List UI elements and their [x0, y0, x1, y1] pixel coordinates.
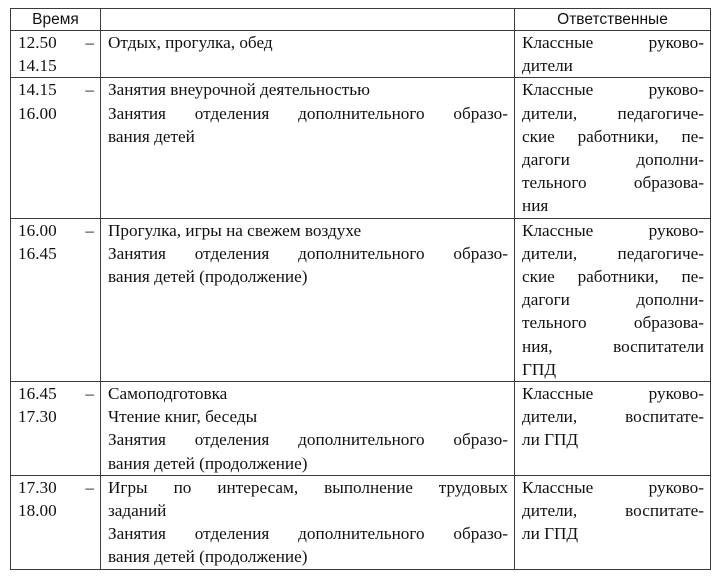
header-activity: [101, 9, 515, 31]
time-cell: [11, 218, 101, 381]
time-dash: –: [85, 220, 94, 240]
responsible-line: тельного образова-: [522, 313, 704, 333]
activity-line: Прогулка, игры на свежем воздухе: [108, 220, 362, 240]
responsible-line: дители: [522, 56, 573, 76]
time-start-line: [18, 78, 94, 101]
activity-line: заданий: [108, 501, 167, 521]
responsible-line: ли ГПД: [522, 524, 579, 544]
activity-cell: [101, 475, 515, 569]
time-dash: –: [85, 33, 94, 52]
activity-line: Занятия отделения дополнительного образо-: [108, 430, 508, 450]
responsible-line: ния, воспитатели: [522, 336, 704, 356]
time-start-line: [18, 382, 94, 405]
activity-cell: [101, 382, 515, 476]
time-dash: –: [85, 477, 94, 497]
responsible-cell: [515, 382, 711, 476]
activity-line: Занятия отделения дополнительного образо-: [108, 243, 508, 263]
responsible-cell: [515, 78, 711, 218]
activity-line: Занятия отделения дополнительного образо-: [108, 103, 508, 123]
time-start: 17.30: [18, 477, 57, 497]
responsible-line: дители, педагогиче-: [522, 103, 704, 123]
time-end: 16.45: [18, 243, 57, 263]
activity-line: вания детей: [108, 126, 195, 146]
activity-line: вания детей (продолжение): [108, 453, 308, 473]
responsible-line: дагоги дополни-: [522, 150, 704, 170]
time-end: 14.15: [18, 56, 57, 76]
time-cell: [11, 382, 101, 476]
header-time: Время: [11, 9, 101, 31]
responsible-line: дители, педагогиче-: [522, 243, 704, 263]
schedule-table: [10, 8, 711, 570]
activity-cell: [101, 78, 515, 218]
activity-cell: [101, 218, 515, 381]
responsible-line: тельного образова-: [522, 173, 704, 193]
time-cell: [11, 31, 101, 78]
time-dash: –: [85, 384, 94, 404]
time-start-line: [18, 476, 94, 499]
activity-line: Чтение книг, беседы: [108, 407, 258, 427]
responsible-line: Классные руково-: [522, 80, 704, 100]
table-row: [11, 382, 711, 476]
responsible-line: ские работники, пе-: [522, 267, 704, 287]
time-end: 18.00: [18, 501, 57, 521]
responsible-line: Классные руково-: [522, 384, 704, 404]
activity-line: вания детей (продолжение): [108, 267, 308, 287]
responsible-line: ГПД: [522, 359, 557, 379]
responsible-line: ния: [522, 196, 549, 216]
schedule-body: [11, 31, 711, 570]
time-start: 14.15: [18, 80, 57, 100]
time-dash: –: [85, 80, 94, 100]
time-start: 12.50: [18, 33, 57, 52]
activity-line: Занятия внеурочной деятельностью: [108, 80, 370, 100]
responsible-line: дагоги дополни-: [522, 290, 704, 310]
responsible-line: ли ГПД: [522, 430, 579, 450]
responsible-cell: [515, 31, 711, 78]
time-end: 16.00: [18, 103, 57, 123]
responsible-line: дители, воспитате-: [522, 501, 704, 521]
activity-line: вания детей (продолжение): [108, 547, 308, 567]
time-end: 17.30: [18, 407, 57, 427]
time-start-line: [18, 31, 94, 54]
activity-line: Занятия отделения дополнительного образо-: [108, 524, 508, 544]
activity-line: Самоподготовка: [108, 384, 228, 404]
header-row: [11, 9, 711, 31]
activity-line: Игры по интересам, выполнение трудовых: [108, 477, 508, 497]
responsible-line: Классные руково-: [522, 477, 704, 497]
time-start-line: [18, 219, 94, 242]
activity-line: Отдых, прогулка, обед: [108, 33, 273, 52]
table-row: [11, 475, 711, 569]
table-row: [11, 218, 711, 381]
time-cell: [11, 475, 101, 569]
responsible-line: Классные руково-: [522, 220, 704, 240]
header-responsible: Ответственные: [515, 9, 711, 31]
responsible-cell: [515, 218, 711, 381]
responsible-cell: [515, 475, 711, 569]
time-start: 16.00: [18, 220, 57, 240]
time-start: 16.45: [18, 384, 57, 404]
time-cell: [11, 78, 101, 218]
table-row: [11, 78, 711, 218]
responsible-line: дители, воспитате-: [522, 407, 704, 427]
responsible-line: ские работники, пе-: [522, 126, 704, 146]
activity-cell: [101, 31, 515, 78]
table-row: [11, 31, 711, 78]
responsible-line: Классные руково-: [522, 33, 704, 52]
